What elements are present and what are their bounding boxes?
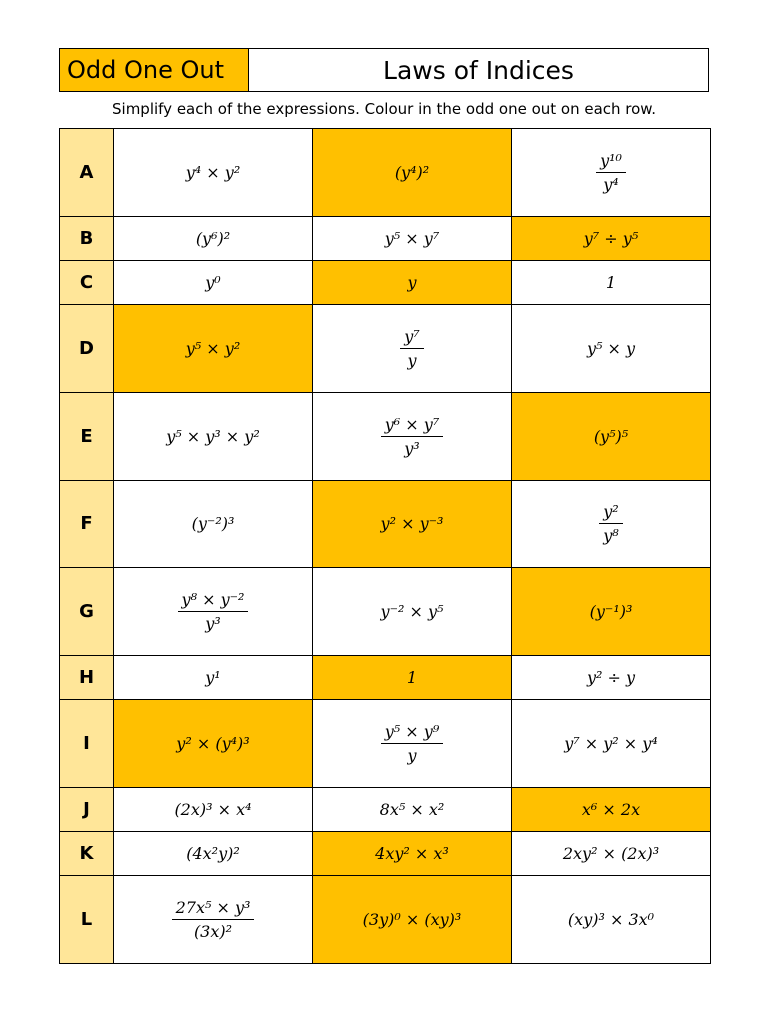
expression-cell[interactable] [313,876,512,964]
fraction [596,151,626,194]
expression-text: y⁴ × y² [185,162,241,182]
table-row [60,129,711,217]
expression-cell[interactable] [114,480,313,568]
table-row [60,876,711,964]
fraction-denominator: y³ [205,614,221,634]
expression-text: y⁻² × y⁵ [380,602,444,622]
table-row [60,832,711,876]
expression-text: y⁷ × y² × y⁴ [564,734,658,754]
row-letter: L [60,876,114,964]
expression-text: y² ÷ y [586,668,636,688]
expression-cell[interactable] [114,656,313,700]
fraction-numerator: y⁵ × y⁹ [381,722,443,744]
expression-cell[interactable] [114,832,313,876]
expression-text: 2xy² × (2x)³ [562,844,660,864]
fraction [381,722,443,765]
activity-label: Odd One Out [60,49,249,91]
expression-cell[interactable] [512,876,711,964]
expression-text: (y⁴)² [394,162,430,182]
expression-cell[interactable] [512,788,711,832]
expression-cell[interactable] [114,700,313,788]
fraction-denominator: (3x)² [193,922,233,942]
table-row [60,568,711,656]
expression-cell[interactable] [313,832,512,876]
expression-text: y [407,272,417,292]
expression-cell[interactable] [512,216,711,260]
expression-text: 1 [605,272,617,292]
expression-cell[interactable] [114,568,313,656]
expression-cell[interactable] [313,304,512,392]
fraction-denominator: y³ [404,438,420,458]
row-letter: K [60,832,114,876]
page-title: Laws of Indices [383,55,574,85]
expression-cell[interactable] [313,129,512,217]
instructions-text: Simplify each of the expressions. Colour in the odd one out on each row. [112,100,656,118]
expression-cell[interactable] [512,480,711,568]
fraction [599,502,622,545]
row-letter: A [60,129,114,217]
table-row [60,260,711,304]
expression-cell[interactable] [313,216,512,260]
expression-text: (y⁻¹)³ [589,602,633,622]
fraction-denominator: y [407,746,417,766]
table-row [60,480,711,568]
expression-text: y⁵ × y³ × y² [166,426,260,446]
table-body [60,129,711,964]
fraction-numerator: y⁶ × y⁷ [381,415,443,437]
expression-text: y⁵ × y⁷ [384,228,440,248]
expression-cell[interactable] [512,392,711,480]
row-letter: I [60,700,114,788]
expression-cell[interactable] [313,656,512,700]
expression-text: y⁵ × y² [185,338,241,358]
row-letter: B [60,216,114,260]
fraction-numerator: y¹⁰ [596,151,626,173]
expression-cell[interactable] [512,700,711,788]
expression-text: y⁰ [205,272,221,292]
row-letter: E [60,392,114,480]
expression-text: 1 [406,668,418,688]
expression-text: y² × (y⁴)³ [176,734,250,754]
expression-cell[interactable] [313,392,512,480]
expression-text: (y⁻²)³ [191,514,235,534]
row-letter: C [60,260,114,304]
expression-text: y¹ [205,668,221,688]
expression-cell[interactable] [313,568,512,656]
expression-cell[interactable] [114,876,313,964]
table-row [60,216,711,260]
fraction-denominator: y⁴ [603,174,619,194]
expression-text: y⁵ × y [586,338,636,358]
fraction-numerator: y⁸ × y⁻² [178,590,249,612]
expression-cell[interactable] [512,304,711,392]
expression-text: (4x²y)² [186,844,240,864]
fraction-numerator: 27x⁵ × y³ [172,898,255,920]
table-row [60,788,711,832]
expression-text: (y⁵)⁵ [593,426,629,446]
fraction [178,590,249,633]
expression-text: (y⁶)² [195,228,231,248]
expression-text: 8x⁵ × x² [379,800,445,820]
fraction-denominator: y⁸ [603,526,619,546]
row-letter: J [60,788,114,832]
row-letter: G [60,568,114,656]
title-bar [59,48,709,92]
expression-text: 4xy² × x³ [375,844,449,864]
expression-text: x⁶ × 2x [581,800,641,820]
expression-cell[interactable] [114,129,313,217]
expression-cell[interactable] [114,788,313,832]
expression-text: (2x)³ × x⁴ [174,800,252,820]
expression-cell[interactable] [512,832,711,876]
expression-cell[interactable] [512,568,711,656]
expression-cell[interactable] [114,216,313,260]
expression-cell[interactable] [114,392,313,480]
table-row [60,304,711,392]
row-letter: F [60,480,114,568]
fraction [172,898,255,941]
expression-text: y² × y⁻³ [380,514,444,534]
expression-cell[interactable] [313,260,512,304]
expression-cell[interactable] [512,656,711,700]
expression-text: (xy)³ × 3x⁰ [567,910,655,930]
odd-one-out-table [59,128,711,964]
expression-cell[interactable] [114,304,313,392]
expression-cell[interactable] [512,260,711,304]
fraction-denominator: y [407,350,417,370]
expression-cell[interactable] [114,260,313,304]
fraction-numerator: y⁷ [400,327,423,349]
expression-cell[interactable] [313,700,512,788]
expression-cell[interactable] [313,788,512,832]
table-row [60,656,711,700]
table-row [60,700,711,788]
fraction [400,327,423,370]
expression-text: (3y)⁰ × (xy)³ [362,910,462,930]
expression-cell[interactable] [512,129,711,217]
row-letter: D [60,304,114,392]
fraction-numerator: y² [599,502,622,524]
expression-text: y⁷ ÷ y⁵ [583,228,639,248]
fraction [381,415,443,458]
expression-cell[interactable] [313,480,512,568]
table-row [60,392,711,480]
row-letter: H [60,656,114,700]
